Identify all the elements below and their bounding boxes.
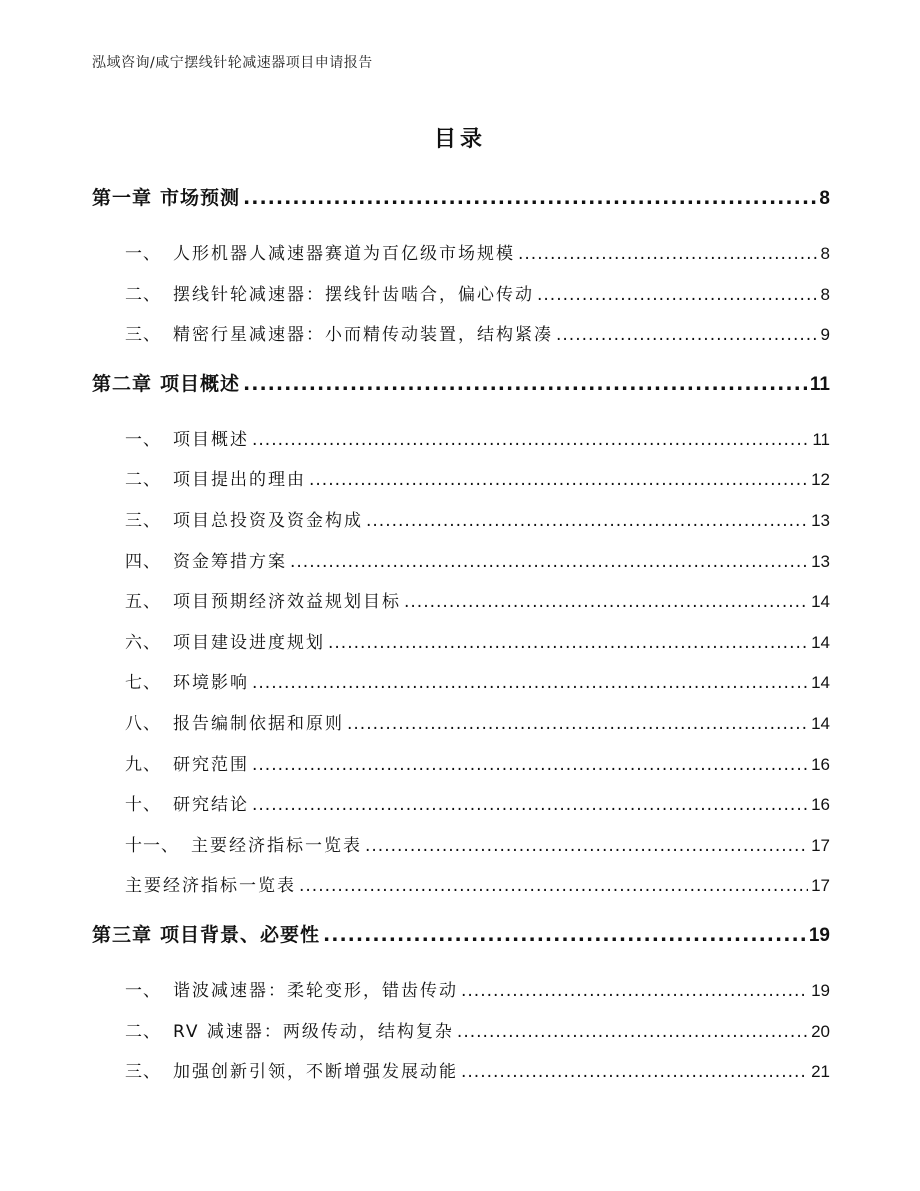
page-number: 12 (811, 470, 830, 490)
dot-leader (461, 971, 808, 1012)
section-title: 研究范围 (173, 754, 249, 775)
chapter-title: 项目背景、必要性 (160, 923, 321, 946)
toc-entry[interactable] (92, 663, 830, 704)
page-number: 16 (811, 795, 830, 815)
running-header: 泓域咨询/咸宁摆线针轮减速器项目申请报告 (92, 55, 373, 71)
dot-leader (328, 623, 808, 664)
chapter-title: 市场预测 (160, 187, 241, 209)
dot-leader (299, 866, 808, 907)
dot-leader (243, 176, 816, 220)
toc-chapter-1[interactable] (92, 176, 830, 234)
table-of-contents (92, 176, 830, 1093)
dot-leader (252, 420, 809, 461)
chapter-number: 第二章 (92, 372, 153, 395)
page-number: 8 (820, 244, 830, 263)
section-number: 一、 (125, 980, 161, 1001)
page-number: 14 (811, 673, 830, 693)
section-number: 六、 (125, 632, 161, 653)
dot-leader (457, 1012, 808, 1053)
section-title: 主要经济指标一览表 (191, 835, 362, 856)
section-title: 谐波减速器：柔轮变形，错齿传动 (173, 980, 458, 1001)
page-number: 19 (811, 980, 830, 1000)
dot-leader (347, 704, 808, 745)
chapter-number: 第一章 (92, 187, 153, 209)
page-number: 20 (811, 1021, 830, 1041)
page-number: 21 (811, 1062, 830, 1082)
section-title: 资金筹措方案 (173, 551, 287, 572)
section-title: 加强创新引领，不断增强发展动能 (173, 1062, 458, 1083)
section-title: 人形机器人减速器赛道为百亿级市场规模 (173, 244, 515, 264)
dot-leader (518, 234, 818, 275)
section-number: 九、 (125, 754, 161, 775)
section-number: 三、 (125, 325, 161, 346)
section-title: 项目建设进度规划 (173, 632, 325, 653)
section-number: 八、 (125, 713, 161, 734)
page-number: 14 (811, 632, 830, 652)
page-number: 16 (811, 754, 830, 774)
section-title: 项目预期经济效益规划目标 (173, 592, 401, 613)
page-number: 9 (820, 325, 830, 345)
section-number: 二、 (125, 470, 161, 491)
dot-leader (365, 826, 808, 867)
section-title: 精密行星减速器：小而精传动装置，结构紧凑 (173, 325, 553, 346)
section-title: 报告编制依据和原则 (173, 713, 344, 734)
section-title: RV 减速器：两级传动，结构复杂 (173, 1021, 454, 1042)
page-number: 8 (820, 284, 830, 304)
page-number: 13 (811, 551, 830, 571)
section-number: 十、 (125, 795, 161, 816)
dot-leader (243, 362, 807, 406)
section-number: 一、 (125, 244, 161, 264)
toc-entry[interactable] (92, 542, 830, 583)
section-number: 三、 (125, 510, 161, 531)
toc-entry[interactable] (92, 785, 830, 826)
page-number: 17 (811, 876, 830, 896)
dot-leader (290, 542, 808, 583)
section-title: 项目提出的理由 (173, 470, 306, 491)
page-number: 19 (808, 924, 830, 946)
toc-entry[interactable] (92, 460, 830, 501)
dot-leader (404, 582, 808, 623)
toc-entry[interactable] (92, 826, 830, 867)
section-title: 项目概述 (173, 429, 249, 450)
section-number: 四、 (125, 551, 161, 572)
toc-entry[interactable] (92, 866, 830, 907)
dot-leader (537, 275, 818, 316)
section-number: 十一、 (125, 835, 179, 856)
toc-entry[interactable] (92, 1052, 830, 1093)
section-title: 环境影响 (173, 673, 249, 694)
page-number: 14 (811, 713, 830, 733)
dot-leader (461, 1052, 808, 1093)
toc-entry[interactable] (92, 704, 830, 745)
toc-chapter-2[interactable] (92, 362, 830, 420)
chapter-title: 项目概述 (160, 372, 241, 395)
page-number: 17 (811, 835, 830, 855)
section-number: 七、 (125, 673, 161, 694)
dot-leader (252, 663, 808, 704)
dot-leader (366, 501, 808, 542)
toc-entry[interactable] (92, 582, 830, 623)
toc-entry[interactable] (92, 420, 830, 461)
toc-entry[interactable] (92, 275, 830, 316)
chapter-number: 第三章 (92, 923, 153, 946)
toc-entry[interactable] (92, 501, 830, 542)
page-number: 11 (812, 429, 830, 449)
dot-leader (252, 745, 808, 786)
toc-title: 目录 (433, 127, 486, 152)
section-number: 二、 (125, 284, 161, 305)
section-title: 主要经济指标一览表 (125, 876, 296, 897)
section-number: 三、 (125, 1062, 161, 1083)
section-number: 一、 (125, 429, 161, 450)
page-number: 11 (809, 373, 830, 395)
section-number: 五、 (125, 592, 161, 613)
toc-entry[interactable] (92, 234, 830, 275)
toc-entry[interactable] (92, 971, 830, 1012)
toc-chapter-3[interactable] (92, 913, 830, 971)
section-title: 摆线针轮减速器：摆线针齿啮合，偏心传动 (173, 284, 534, 305)
page-number: 13 (811, 510, 830, 530)
toc-entry[interactable] (92, 315, 830, 356)
toc-entry[interactable] (92, 1012, 830, 1053)
section-title: 项目总投资及资金构成 (173, 510, 363, 531)
dot-leader (309, 460, 808, 501)
section-number: 二、 (125, 1021, 161, 1042)
toc-entry[interactable] (92, 623, 830, 664)
dot-leader (556, 315, 818, 356)
dot-leader (252, 785, 808, 826)
dot-leader (323, 913, 806, 957)
page-number: 8 (819, 188, 830, 209)
section-title: 研究结论 (173, 795, 249, 816)
toc-entry[interactable] (92, 745, 830, 786)
page-number: 14 (811, 592, 830, 612)
